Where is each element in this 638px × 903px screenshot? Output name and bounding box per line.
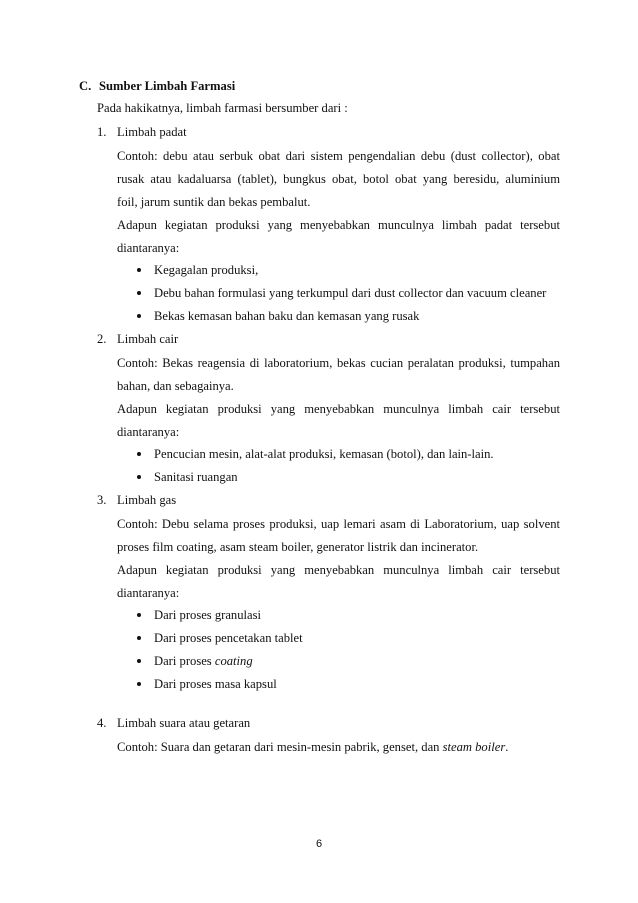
- bullet-icon: [137, 636, 141, 640]
- item-3-bullet-3: Dari proses coating: [154, 654, 253, 668]
- bullet-icon: [137, 475, 141, 479]
- bullet-icon: [137, 314, 141, 318]
- item-3-example-line-1: Contoh: Debu selama proses produksi, uap lemari asam di Laboratorium, uap solvent: [117, 517, 560, 531]
- item-4-title: Limbah suara atau getaran: [117, 716, 251, 730]
- item-2-example-line-1: Contoh: Bekas reagensia di laboratorium, bekas cucian peralatan produksi, tumpahan: [117, 356, 560, 370]
- bullet-icon: [137, 659, 141, 663]
- item-1-number: 1.: [97, 125, 107, 139]
- item-3-bullet-1: Dari proses granulasi: [154, 608, 262, 622]
- item-1-bullet-2: Debu bahan formulasi yang terkumpul dari dust collector dan vacuum cleaner: [154, 286, 547, 300]
- item-3-number: 3.: [97, 493, 107, 507]
- intro-text: Pada hakikatnya, limbah farmasi bersumber dari :: [97, 101, 348, 115]
- item-3-bullet-4: Dari proses masa kapsul: [154, 677, 277, 691]
- item-1-bullet-3: Bekas kemasan bahan baku dan kemasan yang rusak: [154, 309, 420, 323]
- item-1-example-line-2: rusak atau kadaluarsa (tablet), bungkus obat, botol obat yang beresidu, aluminium: [117, 172, 560, 186]
- item-1-activity-line-1: Adapun kegiatan produksi yang menyebabkan munculnya limbah padat tersebut: [117, 218, 560, 232]
- item-2-bullet-2: Sanitasi ruangan: [154, 470, 238, 484]
- bullet-icon: [137, 268, 141, 272]
- page-number: 6: [315, 838, 323, 850]
- item-4-number: 4.: [97, 716, 107, 730]
- item-3-title: Limbah gas: [117, 493, 177, 507]
- item-1-example-line-3: foil, jarum suntik dan bekas pembalut.: [117, 195, 311, 209]
- item-2-bullet-1: Pencucian mesin, alat-alat produksi, kemasan (botol), dan lain-lain.: [154, 447, 494, 461]
- item-3-activity-line-1: Adapun kegiatan produksi yang menyebabkan munculnya limbah cair tersebut: [117, 563, 560, 577]
- bullet-icon: [137, 613, 141, 617]
- item-1-example-line-1: Contoh: debu atau serbuk obat dari sistem pengendalian debu (dust collector), obat: [117, 149, 560, 163]
- item-2-example-line-2: bahan, dan sebagainya.: [117, 379, 234, 393]
- item-2-activity-line-2: diantaranya:: [117, 425, 180, 439]
- item-4-example: Contoh: Suara dan getaran dari mesin-mesin pabrik, genset, dan steam boiler.: [117, 740, 509, 754]
- item-3-activity-line-2: diantaranya:: [117, 586, 180, 600]
- item-3-example-line-2: proses film coating, asam steam boiler, generator listrik dan incinerator.: [117, 540, 479, 554]
- item-2-number: 2.: [97, 332, 107, 346]
- item-2-title: Limbah cair: [117, 332, 179, 346]
- section-letter: C.: [79, 79, 92, 93]
- item-1-bullet-1: Kegagalan produksi,: [154, 263, 259, 277]
- section-title: Sumber Limbah Farmasi: [99, 79, 236, 93]
- item-1-title: Limbah padat: [117, 125, 187, 139]
- bullet-icon: [137, 682, 141, 686]
- item-3-bullet-2: Dari proses pencetakan tablet: [154, 631, 303, 645]
- item-1-activity-line-2: diantaranya:: [117, 241, 180, 255]
- item-2-activity-line-1: Adapun kegiatan produksi yang menyebabkan munculnya limbah cair tersebut: [117, 402, 560, 416]
- bullet-icon: [137, 452, 141, 456]
- bullet-icon: [137, 291, 141, 295]
